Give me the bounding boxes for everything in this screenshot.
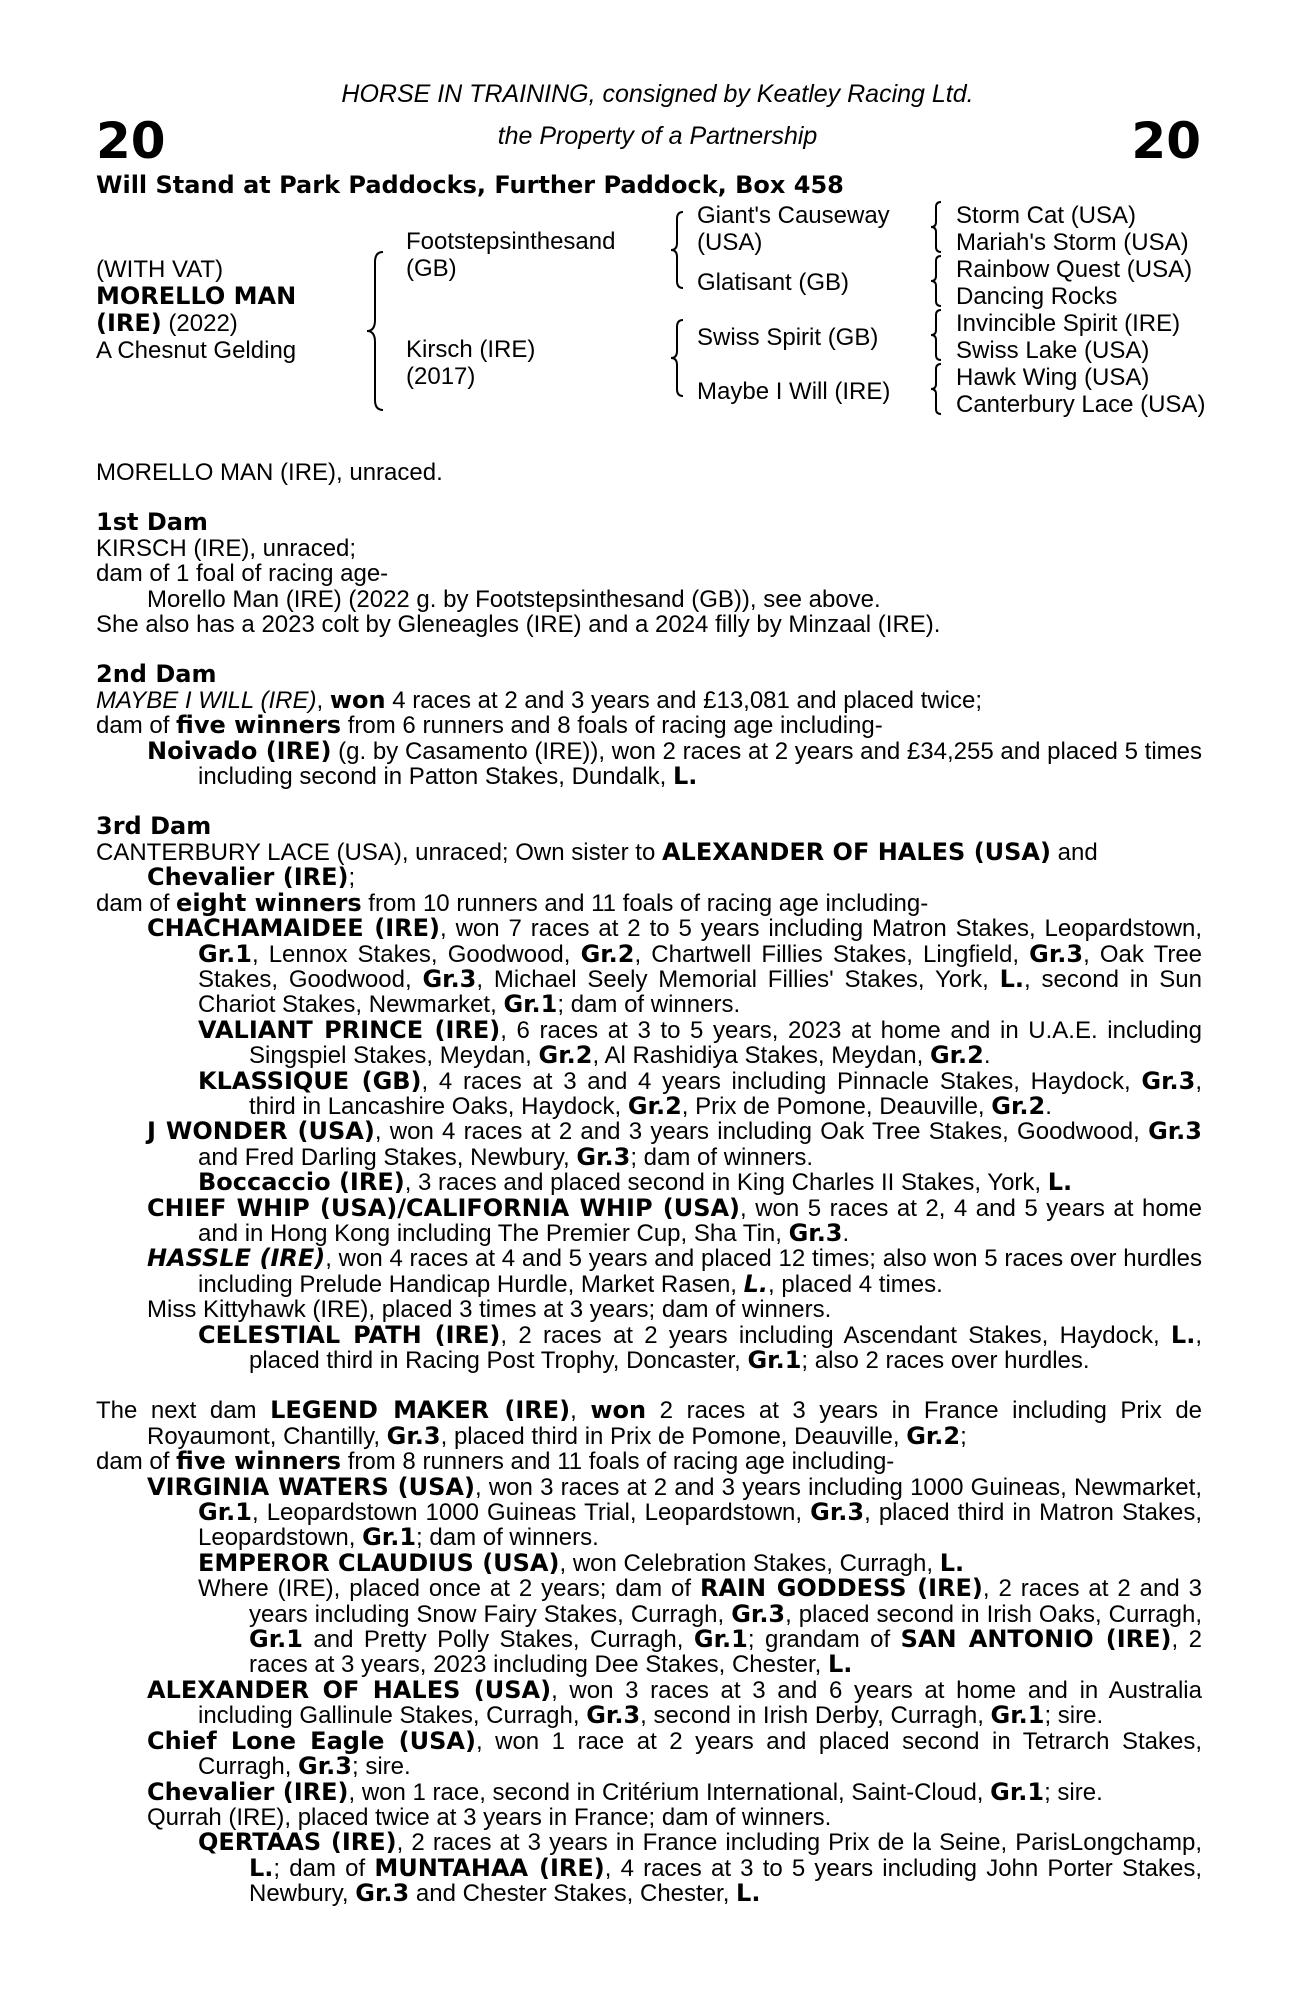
text: LEGEND MAKER (IRE) <box>270 1396 571 1425</box>
text: CHACHAMAIDEE (IRE) <box>147 914 440 943</box>
text: , placed third in Prix de Pomone, Deauville, <box>440 1422 907 1450</box>
brace-gg-4 <box>929 362 945 416</box>
text: , Michael Seely Memorial Fillies' Stakes, York, <box>476 965 1000 993</box>
text: Gr.1 <box>198 939 252 968</box>
grandsire-paternal-name: Giant's Causeway <box>697 202 890 229</box>
text: Gr.3 <box>1148 1117 1202 1146</box>
text: HASSLE (IRE) <box>147 1244 326 1273</box>
text: L. <box>828 1650 853 1679</box>
brace-gg-2 <box>929 254 945 308</box>
dam1-heading: 1st Dam <box>96 508 208 537</box>
text: from 6 runners and 8 foals of racing age including- <box>341 712 883 740</box>
consignment-line: HORSE IN TRAINING, consigned by Keatley Racing Ltd. <box>341 80 974 108</box>
text: ; sire. <box>1044 1702 1104 1730</box>
text: Gr.1 <box>990 1777 1045 1806</box>
text: ; sire. <box>351 1753 411 1781</box>
text: , 2 races at 3 years in France including Prix de la Seine, ParisLongchamp, <box>396 1829 1203 1857</box>
gg-item: Hawk Wing (USA) <box>956 364 1150 391</box>
next-dam-produce <box>96 1675 1202 1730</box>
text: dam of <box>96 889 177 917</box>
great-grandparents <box>956 202 1205 418</box>
dam2-produce <box>96 736 1202 791</box>
dam3-line <box>96 888 1202 917</box>
text: , 4 races at 3 and 4 years including Pinnacle Stakes, Haydock, <box>421 1067 1142 1095</box>
grandsire-maternal: Swiss Spirit (GB) <box>697 324 879 351</box>
text: dam of <box>96 1448 177 1476</box>
text: five winners <box>176 711 342 740</box>
text: won <box>590 1396 647 1425</box>
text: , Leopardstown 1000 Guineas Trial, Leopardstown, <box>251 1499 811 1527</box>
dam3-produce: Miss Kittyhawk (IRE), placed 3 times at 3 years; dam of winners. <box>147 1296 832 1324</box>
text: . <box>983 1042 991 1070</box>
text: ; grandam of <box>747 1626 901 1654</box>
text: . <box>1045 1092 1052 1120</box>
lot-number-left: 20 <box>96 112 166 170</box>
dam1-line: She also has a 2023 colt by Gleneagles (IRE) and a 2024 filly by Minzaal (IRE). <box>96 611 941 639</box>
text: , placed third in Racing Post Trophy, Doncaster, <box>249 1321 1202 1374</box>
text: Gr.1 <box>503 990 558 1019</box>
text: , won 1 race, second in Critérium International, Saint-Cloud, <box>348 1778 991 1806</box>
text: RAIN GODDESS (IRE) <box>700 1574 983 1603</box>
text: Gr.1 <box>362 1523 417 1552</box>
text: J WONDER (USA) <box>147 1117 375 1146</box>
horse-name-country-year <box>96 310 296 337</box>
text: 2 races at 3 years in France including Prix de Royaumont, Chantilly, <box>147 1397 1203 1450</box>
text: L. <box>1170 1320 1196 1349</box>
text: from 10 runners and 11 foals of racing age including- <box>361 889 929 917</box>
text: MUNTAHAA (IRE) <box>374 1853 605 1882</box>
text: Gr.1 <box>747 1346 802 1374</box>
text: L. <box>1047 1168 1073 1197</box>
text: Gr.3 <box>298 1752 352 1781</box>
text: , Oak Tree Stakes, Goodwood, <box>198 940 1203 993</box>
next-dam-produce <box>96 1472 1202 1552</box>
dam-name: Kirsch (IRE) <box>406 336 536 363</box>
text: , placed 4 times. <box>768 1270 943 1298</box>
horse-country: (IRE) <box>96 309 162 337</box>
dam-year: (2017) <box>406 363 476 390</box>
text: and Fred Darling Stakes, Newbury, <box>198 1143 577 1171</box>
text: Boccaccio (IRE) <box>198 1168 405 1197</box>
text: Gr.2 <box>627 1091 682 1120</box>
horse-info <box>96 256 296 364</box>
text: 4 races at 2 and 3 years and £13,081 and placed twice; <box>385 686 982 714</box>
brace-gg-1 <box>929 200 945 254</box>
stand-location: Will Stand at Park Paddocks, Further Paddock, Box 458 <box>96 171 844 199</box>
text: (g. by Casamento (IRE)), won 2 races at 2 years and £34,255 and placed 5 times including second in Patton Stakes, Dundalk, <box>198 737 1202 791</box>
text: ; dam of winners. <box>416 1524 599 1552</box>
gg-item: Invincible Spirit (IRE) <box>956 310 1181 337</box>
text: , won 4 races at 2 and 3 years including Oak Tree Stakes, Goodwood, <box>374 1118 1149 1146</box>
grandsire-paternal-country: (USA) <box>697 229 763 256</box>
next-dam-produce <box>96 1777 1202 1806</box>
text: , won 3 races at 2 and 3 years including 1000 Guineas, Newmarket, <box>474 1473 1202 1501</box>
text: Gr.3 <box>1029 939 1084 968</box>
text: , won 7 races at 2 to 5 years including Matron Stakes, Leopardstown, <box>440 915 1202 943</box>
text: Chevalier (IRE) <box>147 863 349 892</box>
horse-year: (2022) <box>161 310 238 337</box>
text: Gr.2 <box>580 939 635 968</box>
text: and Pretty Polly Stakes, Curragh, <box>302 1626 694 1654</box>
text: , Al Rashidiya Stakes, Meydan, <box>592 1042 930 1070</box>
next-dam-line <box>96 1398 1202 1449</box>
dam3-grandproduce <box>96 1015 1202 1070</box>
text: , won Celebration Stakes, Curragh, <box>559 1549 940 1577</box>
text: , second in Sun Chariot Stakes, Newmarket, <box>198 965 1202 1019</box>
text: ; sire. <box>1044 1778 1103 1806</box>
text: . <box>842 1219 850 1247</box>
dam3-line <box>96 837 1202 892</box>
text: won <box>329 685 386 714</box>
text: , Prix de Pomone, Deauville, <box>681 1092 992 1120</box>
text: dam of <box>96 712 177 740</box>
text: Gr.3 <box>422 964 477 993</box>
text: CHIEF WHIP (USA)/CALIFORNIA WHIP (USA) <box>147 1193 741 1222</box>
text: VIRGINIA WATERS (USA) <box>147 1472 475 1501</box>
text: L. <box>939 1548 965 1577</box>
text: from 8 runners and 11 foals of racing age including- <box>341 1448 895 1476</box>
text: L. <box>736 1879 761 1908</box>
text: , 3 races and placed second in King Charles II Stakes, York, <box>404 1169 1048 1197</box>
sire-country: (GB) <box>406 255 457 282</box>
text: ; dam of winners. <box>630 1143 814 1171</box>
text: Gr.1 <box>990 1701 1045 1730</box>
text: The next dam <box>96 1397 271 1425</box>
text: Gr.1 <box>249 1625 303 1654</box>
text: , placed third in Matron Stakes, Leopardstown, <box>198 1499 1202 1552</box>
gg-item: Swiss Lake (USA) <box>956 337 1150 364</box>
text: ALEXANDER OF HALES (USA) <box>147 1675 552 1704</box>
text: , won 1 race at 2 years and placed second in Tetrarch Stakes, Curragh, <box>198 1727 1202 1781</box>
text: Gr.3 <box>386 1421 441 1450</box>
gg-item: Canterbury Lace (USA) <box>956 391 1206 418</box>
next-dam-line <box>96 1449 1202 1474</box>
text: Gr.3 <box>586 1701 641 1730</box>
text: , Chartwell Fillies Stakes, Lingfield, <box>634 940 1030 968</box>
text: CANTERBURY LACE (USA), unraced; Own sister to <box>96 838 662 866</box>
dam1-produce: Morello Man (IRE) (2022 g. by Footstepsinthesand (GB)), see above. <box>147 585 881 613</box>
text: , 2 races at 2 and 3 years including Snow Fairy Stakes, Curragh, <box>249 1575 1203 1628</box>
vat-note: (WITH VAT) <box>96 256 224 283</box>
dam3-produce <box>96 1119 1202 1170</box>
gg-item: Storm Cat (USA) <box>956 202 1137 229</box>
text: ; also 2 races over hurdles. <box>801 1347 1090 1374</box>
dam3-produce <box>96 1193 1203 1247</box>
text: ; dam of winners. <box>557 991 741 1019</box>
text: SAN ANTONIO (IRE) <box>900 1625 1172 1654</box>
next-dam-grandproduce <box>96 1830 1202 1906</box>
gg-item: Mariah's Storm (USA) <box>956 229 1189 256</box>
granddam-paternal: Glatisant (GB) <box>697 269 850 296</box>
dam3-grandproduce <box>96 1320 1202 1374</box>
grandsire-paternal <box>697 202 890 256</box>
granddam-maternal: Maybe I Will (IRE) <box>697 378 891 405</box>
brace-parents <box>365 250 389 412</box>
sire-name: Footstepsinthesand <box>406 228 616 255</box>
text: , second in Irish Derby, Curragh, <box>640 1702 991 1730</box>
horse-name: MORELLO MAN <box>96 282 297 310</box>
text: CELESTIAL PATH (IRE) <box>198 1320 501 1349</box>
horse-description: A Chesnut Gelding <box>96 337 297 364</box>
text: , 2 races at 2 years including Ascendant Stakes, Haydock, <box>500 1321 1171 1349</box>
text: , won 3 races at 3 and 6 years at home and in Australia including Gallinule Stakes, Curragh, <box>198 1676 1202 1730</box>
text: ; <box>348 864 356 892</box>
text: ALEXANDER OF HALES (USA) <box>661 837 1051 866</box>
text: Chief Lone Eagle (USA) <box>147 1726 476 1755</box>
next-dam-produce: Qurrah (IRE), placed twice at 3 years in France; dam of winners. <box>147 1803 832 1831</box>
text: Gr.2 <box>991 1091 1046 1120</box>
text: , placed second in Irish Oaks, Curragh, <box>785 1600 1202 1628</box>
catalogue-body <box>96 460 1202 1907</box>
text: , won 5 races at 2, 4 and 5 years at home and in Hong Kong including The Premier Cup, Sha Tin, <box>198 1194 1203 1247</box>
brace-sire-parents <box>669 210 687 290</box>
next-dam-grandproduce <box>96 1548 1202 1577</box>
dam2-line <box>96 685 1202 714</box>
text: Gr.2 <box>906 1421 961 1450</box>
dam2-name: MAYBE I WILL (IRE) <box>96 686 317 714</box>
dam3-produce <box>96 916 1202 1018</box>
text: , Lennox Stakes, Goodwood, <box>251 940 581 968</box>
text: Where (IRE), placed once at 2 years; dam of <box>198 1575 700 1603</box>
text: Gr.3 <box>1141 1066 1196 1095</box>
text: , won 4 races at 4 and 5 years and placed 12 times; also won 5 races over hurdles including Prelude Handicap Hurdle, Market Rasen, <box>198 1245 1202 1298</box>
text: EMPEROR CLAUDIUS (USA) <box>198 1548 560 1577</box>
text: Chevalier (IRE) <box>147 1777 349 1806</box>
lot-number-right: 20 <box>1131 112 1201 170</box>
dam3-grandproduce <box>96 1170 1202 1195</box>
text: L. <box>743 1269 769 1298</box>
next-dam-grandproduce <box>96 1576 1202 1678</box>
text: Gr.3 <box>810 1498 865 1527</box>
text: and Chester Stakes, Chester, <box>409 1880 737 1908</box>
text: ; dam of <box>273 1854 375 1882</box>
dam2-heading: 2nd Dam <box>96 660 217 689</box>
next-dam-produce <box>96 1726 1202 1781</box>
dam1-line: KIRSCH (IRE), unraced; <box>96 534 357 562</box>
text: , 2 races at 3 years, 2023 including Dee Stakes, Chester, <box>249 1626 1202 1679</box>
text: and <box>1050 838 1098 866</box>
text: , <box>316 686 330 714</box>
dam3-produce <box>96 1246 1202 1297</box>
brace-gg-3 <box>929 308 945 362</box>
dam2-line <box>96 713 1202 738</box>
text: , 4 races at 3 to 5 years including John Porter Stakes, Newbury, <box>249 1854 1203 1908</box>
text: Gr.1 <box>693 1625 748 1654</box>
text: Gr.2 <box>538 1041 593 1070</box>
gg-item: Dancing Rocks <box>956 283 1118 310</box>
dam <box>406 336 535 390</box>
text: ; <box>960 1422 967 1450</box>
text: Gr.3 <box>355 1879 410 1908</box>
text: QERTAAS (IRE) <box>198 1828 397 1857</box>
race-record: MORELLO MAN (IRE), unraced. <box>96 459 443 486</box>
dam3-grandproduce <box>96 1066 1202 1120</box>
text: L. <box>249 1853 274 1882</box>
text: , third in Lancashire Oaks, Haydock, <box>249 1067 1202 1120</box>
text: KLASSIQUE (GB) <box>198 1066 422 1095</box>
text: Gr.3 <box>731 1599 786 1628</box>
brace-dam-parents <box>669 318 687 398</box>
text: five winners <box>176 1447 342 1476</box>
text: VALIANT PRINCE (IRE) <box>198 1015 501 1044</box>
text: Gr.1 <box>198 1498 252 1527</box>
text: Gr.3 <box>576 1142 631 1171</box>
dam1-line: dam of 1 foal of racing age- <box>96 560 389 588</box>
text: L. <box>999 964 1025 993</box>
sire <box>406 228 615 282</box>
text: , 6 races at 3 to 5 years, 2023 at home and in U.A.E. including Singspiel Stakes, Meydan, <box>249 1016 1202 1070</box>
text: , <box>570 1397 591 1425</box>
gg-item: Rainbow Quest (USA) <box>956 256 1193 283</box>
text: Gr.3 <box>788 1218 843 1247</box>
text: Gr.2 <box>929 1041 984 1070</box>
text: L. <box>672 762 698 791</box>
text: eight winners <box>176 888 362 917</box>
property-line: the Property of a Partnership <box>497 122 818 150</box>
text: Noivado (IRE) <box>147 736 332 765</box>
dam3-heading: 3rd Dam <box>96 812 212 841</box>
